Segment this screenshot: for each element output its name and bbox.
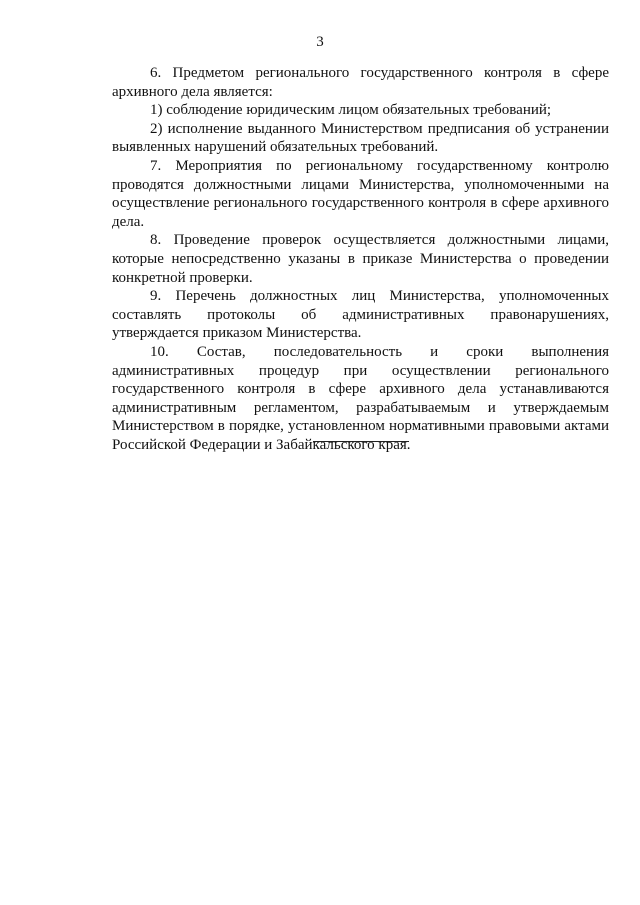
paragraph-9: 9. Перечень должностных лиц Министерства, уполномоченных составлять протоколы об административных правонарушениях, утверждается приказом Министерства. [112, 288, 609, 342]
paragraph-8: 8. Проведение проверок осуществляется должностными лицами, которые непосредственно указаны в приказе Министерства о проведении конкретной проверки. [112, 232, 609, 286]
paragraph-6-item-1: 1) соблюдение юридическим лицом обязательных требований; [150, 102, 552, 119]
paragraph-6-item-2: 2) исполнение выданного Министерством предписания об устранении выявленных нарушений обязательных требований. [112, 120, 609, 156]
document-body [112, 64, 609, 454]
paragraph-7: 7. Мероприятия по региональному государственному контролю проводятся должностными лицами Министерства, уполномоченными на осуществление регионального государственного контроля в сфере архивного дела. [112, 157, 609, 230]
page-number: 3 [316, 34, 324, 50]
paragraph-6: 6. Предметом регионального государственного контроля в сфере архивного дела является: [112, 65, 609, 100]
end-separator-line [313, 441, 409, 442]
paragraph-10: 10. Состав, последовательность и сроки выполнения административных процедур при осуществлении регионального государственного контроля в сфере архивного дела устанавливаются административным регламентом, разрабатываемым и утверждаемым Министерством в порядке, установленном нормативными правовыми актами Российской Федерации и Забайкальского края. [112, 343, 609, 453]
